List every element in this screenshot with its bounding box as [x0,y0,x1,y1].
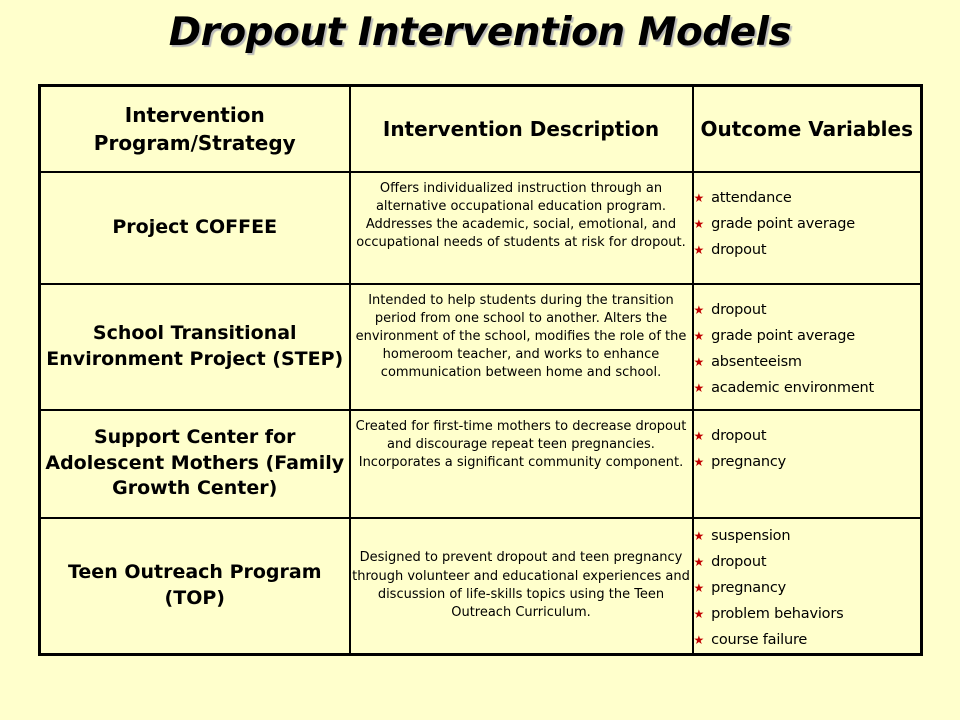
outcome-label: pregnancy [711,579,787,596]
program-description: Designed to prevent dropout and teen pregnancy through volunteer and educational experiences and discussion of life-skills topics using the Teen Outreach Curriculum. [350,518,693,655]
outcome-label: dropout [711,301,767,318]
program-name: Project COFFEE [40,172,350,284]
outcome-label: grade point average [711,215,855,232]
outcome-label: pregnancy [711,453,787,470]
header-program: Intervention Program/Strategy [40,86,350,172]
outcome-list [694,423,921,475]
outcome-item [694,323,921,349]
outcome-item [694,549,921,575]
star-bullet-icon: ★ [693,428,705,443]
outcome-item [694,185,921,211]
outcome-item [694,237,921,263]
star-bullet-icon: ★ [693,242,705,257]
header-outcomes: Outcome Variables [693,86,922,172]
intervention-models-table [38,84,923,656]
star-bullet-icon: ★ [693,554,705,569]
outcome-item [694,211,921,237]
outcome-item [694,375,921,401]
outcome-label: course failure [711,631,808,648]
star-bullet-icon: ★ [693,328,705,343]
program-name: Teen Outreach Program (TOP) [40,518,350,655]
star-bullet-icon: ★ [693,580,705,595]
table-row [40,518,922,655]
outcome-item [694,423,921,449]
star-bullet-icon: ★ [693,302,705,317]
outcome-label: problem behaviors [711,605,844,622]
star-bullet-icon: ★ [693,216,705,231]
outcome-label: grade point average [711,327,855,344]
outcome-item [694,601,921,627]
outcome-label: dropout [711,241,767,258]
outcome-item [694,349,921,375]
outcome-label: dropout [711,553,767,570]
outcome-item [694,297,921,323]
outcome-item [694,449,921,475]
table-header-row [40,86,922,172]
header-description: Intervention Description [350,86,693,172]
outcome-label: attendance [711,189,792,206]
outcome-item [694,523,921,549]
star-bullet-icon: ★ [693,632,705,647]
star-bullet-icon: ★ [693,190,705,205]
program-description: Created for first-time mothers to decrease dropout and discourage repeat teen pregnancies. Incorporates a significant community component. [350,410,693,518]
star-bullet-icon: ★ [693,454,705,469]
outcome-list [694,185,921,263]
star-bullet-icon: ★ [693,354,705,369]
program-description: Offers individualized instruction through an alternative occupational education program. Addresses the academic, social, emotional, and occupational needs of students at risk for dropout. [350,172,693,284]
program-name: School Transitional Environment Project (STEP) [40,284,350,410]
outcome-variables [693,410,922,518]
star-bullet-icon: ★ [693,380,705,395]
outcome-list [694,297,921,401]
outcome-label: dropout [711,427,767,444]
table-row [40,172,922,284]
star-bullet-icon: ★ [693,528,705,543]
outcome-variables [693,172,922,284]
outcome-list [694,523,921,653]
table-row [40,410,922,518]
outcome-item [694,627,921,653]
program-name: Support Center for Adolescent Mothers (Family Growth Center) [40,410,350,518]
program-description: Intended to help students during the transition period from one school to another. Alters the environment of the school, modifies the role of the homeroom teacher, and works to enhance communication between home and school. [350,284,693,410]
outcome-label: absenteeism [711,353,802,370]
slide-title: Dropout Intervention Models [168,10,792,55]
star-bullet-icon: ★ [693,606,705,621]
outcome-label: suspension [711,527,791,544]
outcome-item [694,575,921,601]
outcome-variables [693,518,922,655]
outcome-label: academic environment [711,379,875,396]
table-row [40,284,922,410]
outcome-variables [693,284,922,410]
